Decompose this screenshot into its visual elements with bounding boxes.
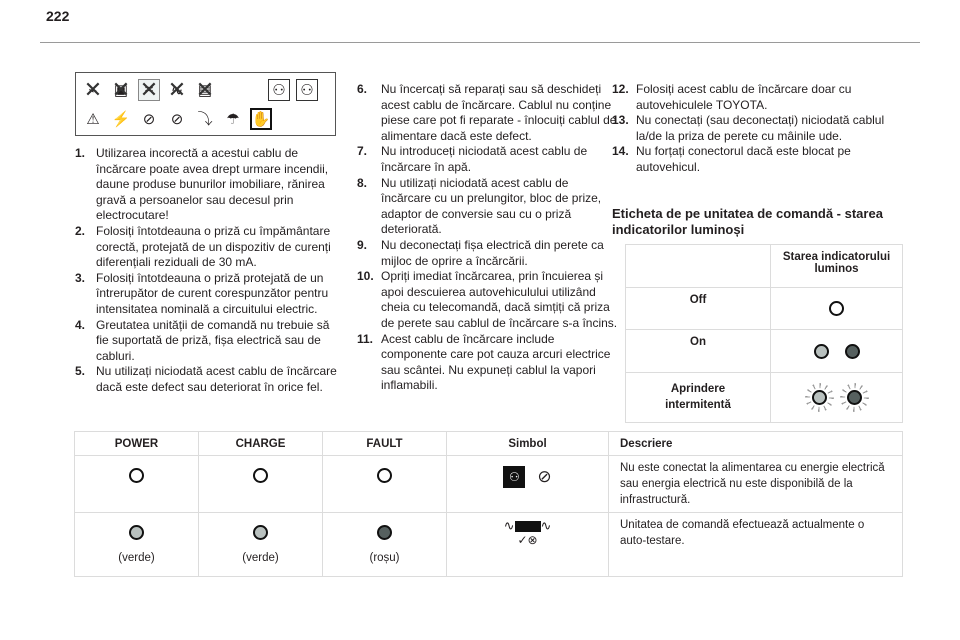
page-number: 222 (46, 8, 70, 24)
warning-icon: ⚠ (86, 110, 100, 128)
led-red-blink-icon (847, 390, 862, 405)
charge-led-off-icon (253, 468, 268, 483)
handle-with-care-icon: ✋ (250, 108, 272, 130)
list-item: 8. Nu utilizați niciodată acest cablu de încărcare cu un prelungitor, bloc de prize, adaptor de conversie sau cu o priză deteriorată. (357, 175, 602, 237)
list-item: 7. Nu introduceți niciodată acest cablu de încărcare în apă. (357, 144, 588, 174)
no-damaged-cable-icon: ∿ ✕ (166, 79, 188, 101)
charge-led-green-icon (253, 525, 268, 540)
no-extension-cord-icon: ⌁ ✕ (82, 79, 104, 101)
list-item: 6. Nu încercați să reparați sau să deschideți acest cablu de încărcare. Cablul nu conține piese care pot fi reparate - înlocuiți cablul de alimentare dacă este defect. (357, 82, 617, 143)
grounded-socket-icon: ⚇ (268, 79, 290, 101)
fault-led-red-icon (377, 525, 392, 540)
led-off-icon (829, 301, 844, 316)
power-led-off-icon (129, 468, 144, 483)
no-water-icon: ≈ ✕ (138, 79, 160, 101)
list-item: 12. Folosiți acest cablu de încărcare doar cu autovehiculele TOYOTA. (612, 82, 852, 112)
list-item: 2. Folosiți întotdeauna o priză cu împământare corectă, protejată de un dispozitiv de curenți diferențiali reziduali de 30 mA. (75, 223, 331, 270)
no-power-strip-icon: ▤ ✕ (194, 79, 216, 101)
list-item: 4. Greutatea unității de comandă nu trebuie să fie suportată de priză, fișa electrică sau de cabluri. (75, 317, 330, 363)
list-item: 9. Nu deconectați fișa electrică din perete ca mijloc de oprire a încărcării. (357, 237, 604, 268)
list-item: 1. Utilizarea incorectă a acestui cablu de încărcare poate avea drept urmare incendii, daune produse bunurilor imobiliare, rănirea gravă a persoanelor sau decesul prin electrocutare! (75, 146, 329, 223)
section-heading: Eticheta de pe unitatea de comandă - starea indicatorilor luminoși (612, 206, 883, 237)
led-green-blink-icon (812, 390, 827, 405)
no-cut-icon: ⊘ (170, 110, 184, 128)
led-red-on-icon (845, 344, 860, 359)
self-test-unit-icon: ∿ ∿ (503, 518, 552, 533)
list-item: 11. Acest cablu de încărcare include componente care pot cauza arcuri electrice sau scântei. Nu expuneți cablul la vapori inflamabili. (357, 331, 611, 393)
table-row: (verde) (verde) (roșu) ∿ ∿ ✓⊗ Unitatea de comandă efectuează actualmente o auto-testare. (75, 513, 903, 577)
safety-list-col3 (612, 82, 892, 176)
socket-icon: ⚇ (503, 466, 525, 488)
safety-list-col1 (75, 146, 337, 396)
list-item: 14. Nu forțați conectorul dacă este blocat pe autovehicul. (612, 144, 851, 174)
no-power-icon: ⊘ (537, 467, 552, 486)
check-cross-icon: ✓⊗ (517, 533, 538, 547)
list-item: 3. Folosiți întotdeauna o priză protejată de un întrerupător de curent corespunzător pentru intensitatea nominală a circuitului electric. (75, 270, 329, 316)
electric-hazard-icon: ⚡ (111, 110, 131, 128)
warning-icons-panel (75, 72, 336, 136)
list-item: 13. Nu conectați (sau deconectați) niciodată cablul la/de la priza de perete cu mâinile ude. (612, 113, 885, 143)
fault-led-off-icon (377, 468, 392, 483)
power-led-green-icon (129, 525, 144, 540)
table-row: ⚇ ⊘ Nu este conectat la alimentarea cu energie electrică sau energia electrică nu este disponibilă de la infrastructură. (75, 456, 903, 513)
status-table: POWER CHARGE FAULT Simbol Descriere ⚇ ⊘ Nu este conectat la alimentarea cu energie electrică sau energia electrică nu este disponibilă de la infrastructură. (verde) (verde) (roșu) ∿ ∿ ✓⊗ Unitatea de comandă efectuează actualmente o auto-testare. (74, 431, 903, 577)
no-adapter-icon: ▣ ✕ (110, 79, 132, 101)
trip-hazard-icon: ⤵ (197, 111, 213, 128)
list-item: 5. Nu utilizați niciodată acest cablu de încărcare dacă este defect sau deteriorat în orice fel. (75, 364, 337, 394)
safety-list-col2 (357, 82, 619, 394)
list-item: 10. Opriți imediat încărcarea, prin încuierea și apoi descuierea autovehiculului utilizând cheia cu telecomandă, dacă simțiți că priza de perete sau cablul de încărcare s-a încins. (357, 269, 618, 330)
led-state-table: Starea indicatorului luminos Off On Aprindere intermitentă (625, 244, 903, 423)
header-divider (40, 42, 920, 43)
socket-breaker-icon: ⚇ (296, 79, 318, 101)
no-open-icon: ⊘ (142, 110, 156, 128)
wet-hands-icon: ☂ (226, 110, 240, 128)
led-green-on-icon (814, 344, 829, 359)
